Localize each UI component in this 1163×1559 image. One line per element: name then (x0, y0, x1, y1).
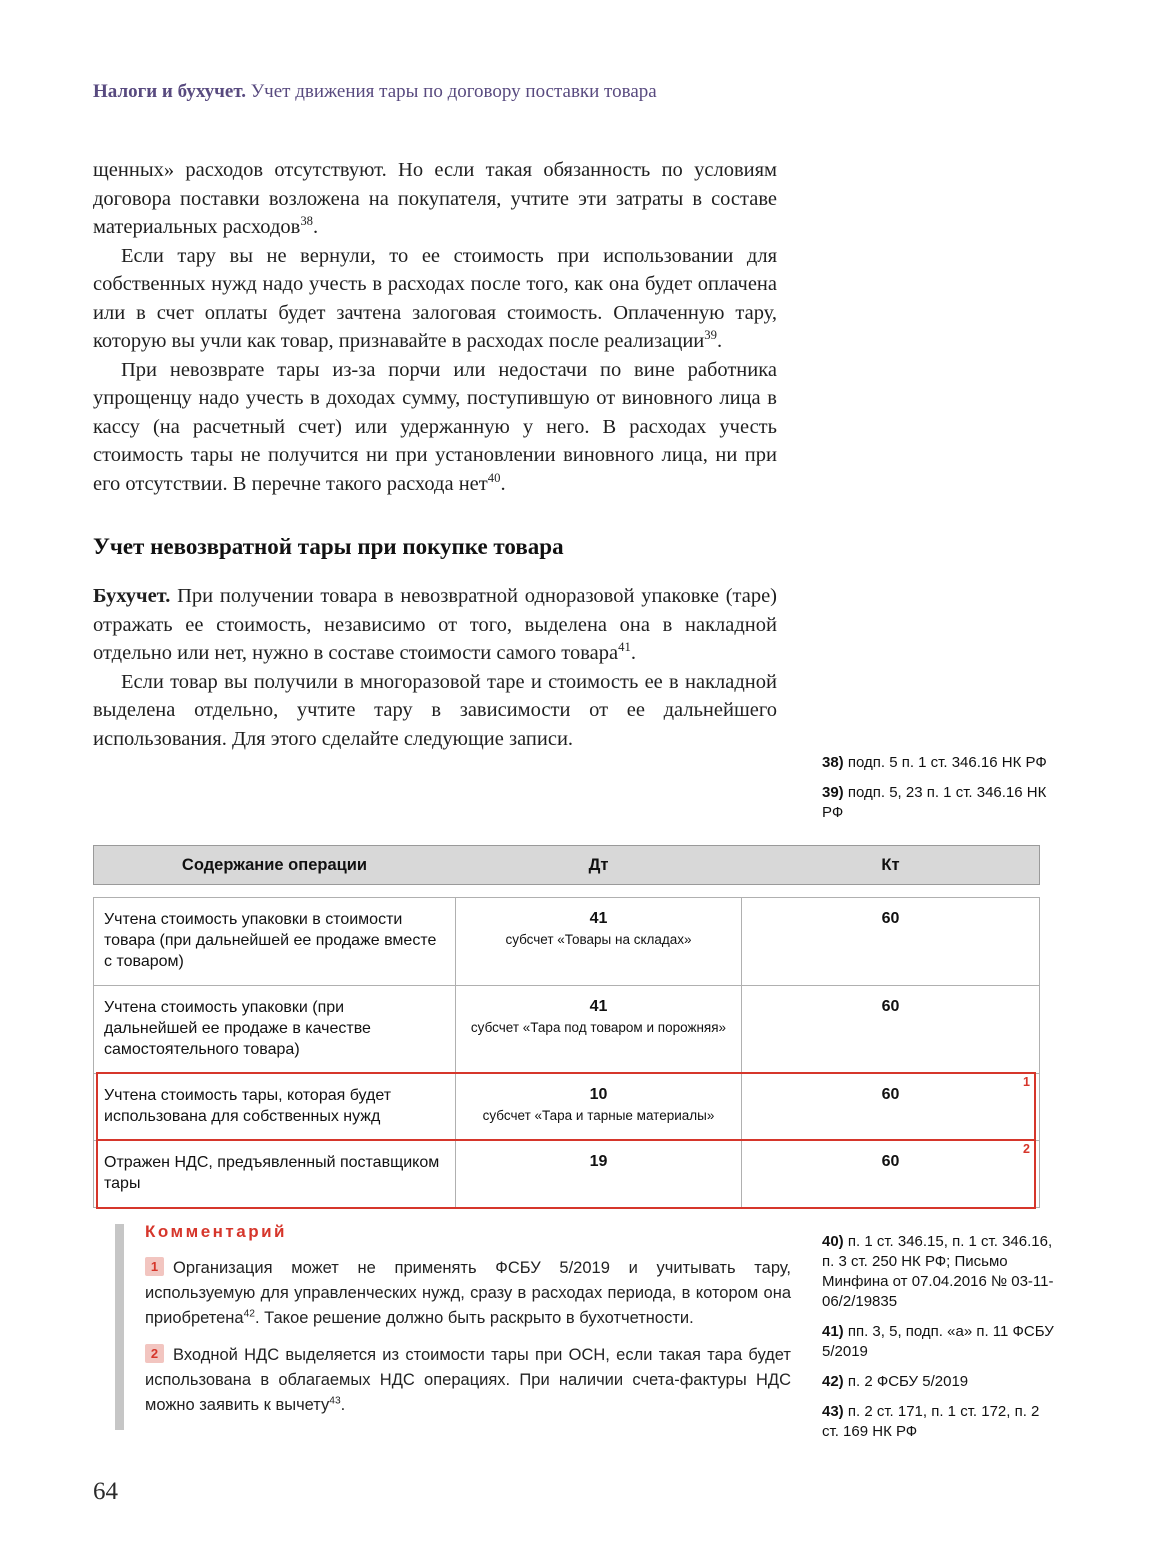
comment-item: 1 Организация может не применять ФСБУ 5/2019 и учитывать тару, используемую для управленческих нужд, сразу в расходах периода, в котором она приобретена$^{42}$. Такое решение должно быть раскрыто в бухотчетности. (145, 1259, 791, 1327)
footnote: 40) п. 1 ст. 346.15, п. 1 ст. 346.16, п. 3 ст. 250 НК РФ; Письмо Минфина от 07.04.2016 № 03-11-06/2/19835 (822, 1233, 1054, 1310)
cell-credit: 60 (881, 1153, 900, 1170)
table-header-row (93, 845, 1040, 885)
table-header-debit: Дт (588, 855, 609, 874)
paragraph: Если товар вы получили в многоразовой таре и стоимость ее в накладной выделена отдельно, учтите тару в зависимости от ее дальнейшего использования. Для этого сделайте следующие записи. (93, 670, 777, 750)
comment-title: Комментарий (145, 1222, 287, 1241)
cell-credit: 60 (881, 1086, 900, 1103)
cell-debit (455, 898, 742, 985)
footnote-number: 41) (822, 1323, 844, 1340)
table-body (93, 897, 1040, 1208)
cell-debit (455, 986, 742, 1073)
footnote-ref: 40 (487, 470, 501, 485)
running-head (93, 80, 993, 104)
cell-operation: Учтена стоимость упаковки (при дальнейшей ее продаже в качестве самостоятельного товара) (104, 999, 371, 1058)
footnote-number: 42) (822, 1373, 844, 1390)
footnote-ref: 42 (243, 1308, 255, 1320)
footnote: 43) п. 2 ст. 171, п. 1 ст. 172, п. 2 ст. 169 НК РФ (822, 1403, 1040, 1440)
cell-debit (455, 1074, 742, 1140)
footnote-ref: 39 (704, 328, 717, 343)
article-body (93, 156, 777, 753)
debit-account: 10 (589, 1086, 608, 1103)
paragraph: Бухучет. При получении товара в невозвратной одноразовой упаковке (таре) отражать ее стоимость, независимо от того, выделена она в накладной отдельно или нет, нужно в составе стоимости самого товара$^{41}$. (93, 585, 777, 664)
debit-subaccount: субсчет «Товары на складах» (505, 932, 692, 947)
footnote-number: 38) (822, 754, 844, 771)
cell-credit: 60 (881, 910, 900, 927)
paragraph: Если тару вы не вернули, то ее стоимость при использовании для собственных нужд надо учесть в расходах после того, как она будет оплачена или в счет оплаты будет зачтена залоговая стоимость. Оплаченную тару, которую вы учли как товар, признавайте в расходах после реализации$^{39}$. (93, 244, 777, 352)
footnote-number: 40) (822, 1233, 844, 1250)
page-number: 64 (93, 1478, 118, 1505)
table-row (94, 898, 1039, 985)
cell-operation: Учтена стоимость тары, которая будет использована для собственных нужд (104, 1087, 392, 1125)
footnote-number: 43) (822, 1403, 844, 1420)
debit-account: 19 (589, 1153, 608, 1170)
paragraph: щенных» расходов отсутствуют. Но если такая обязанность по условиям договора поставки возложена на покупателя, учтите эти затраты в составе материальных расходов$^{38}$. (93, 159, 777, 238)
cell-debit (455, 1141, 742, 1207)
entries-table (93, 845, 1040, 1208)
cell-operation: Отражен НДС, предъявленный поставщиком тары (104, 1154, 440, 1192)
table-header-credit: Кт (881, 855, 900, 874)
comment-number-badge: 1 (145, 1257, 164, 1276)
footnotes-group-2 (822, 1232, 1057, 1452)
footnote: 38) подп. 5 п. 1 ст. 346.16 НК РФ (822, 754, 1047, 771)
comment-side-bar (115, 1224, 124, 1430)
section-heading: Учет невозвратной тары при покупке товара (93, 534, 564, 559)
table-row (94, 985, 1039, 1073)
table-header-operation: Содержание операции (181, 855, 368, 874)
table-row (94, 1140, 1039, 1207)
footnotes-group-1 (822, 753, 1067, 833)
bold-lead: Бухучет. (93, 585, 171, 607)
footnote: 39) подп. 5, 23 п. 1 ст. 346.16 НК РФ (822, 784, 1047, 821)
cell-operation: Учтена стоимость упаковки в стоимости товара (при дальнейшей ее продаже вместе с товаром) (104, 911, 437, 970)
comment-items (145, 1256, 791, 1418)
footnote-ref: 38 (300, 214, 314, 229)
footnote: 42) п. 2 ФСБУ 5/2019 (822, 1373, 969, 1390)
debit-subaccount: субсчет «Тара под товаром и порожняя» (470, 1020, 727, 1035)
comment-number-badge: 2 (145, 1344, 164, 1363)
footnote: 41) пп. 3, 5, подп. «а» п. 11 ФСБУ 5/2019 (822, 1323, 1054, 1360)
footnote-ref: 41 (618, 640, 631, 655)
paragraph: При невозврате тары из-за порчи или недостачи по вине работника упрощенцу надо учесть в доходах сумму, поступившую от виновного лица в кассу (на расчетный счет) или удержанную у него. В расходах учесть стоимость тары не получится ни при установлении виновного лица, ни при его отсутствии. В перечне такого расхода нет$^{40}$. (93, 358, 777, 495)
comment-item: 2 Входной НДС выделяется из стоимости тары при ОСН, если такая тара будет использована в облагаемых НДС операциях. При наличии счета-фактуры НДС можно заявить к вычету$^{43}$. (145, 1346, 791, 1414)
footnote-number: 39) (822, 784, 844, 801)
running-head-section: Налоги и бухучет. (93, 81, 246, 102)
comment-ref-marker: 1 (1023, 1075, 1030, 1089)
comment-block (115, 1222, 791, 1430)
footnote-ref: 43 (329, 1395, 341, 1407)
cell-credit: 60 (881, 998, 900, 1015)
table-row (94, 1073, 1039, 1140)
debit-account: 41 (589, 998, 608, 1015)
comment-ref-marker: 2 (1023, 1142, 1030, 1156)
debit-subaccount: субсчет «Тара и тарные материалы» (482, 1108, 715, 1123)
running-head-title: Учет движения тары по договору поставки товара (245, 81, 657, 102)
debit-account: 41 (589, 910, 608, 927)
